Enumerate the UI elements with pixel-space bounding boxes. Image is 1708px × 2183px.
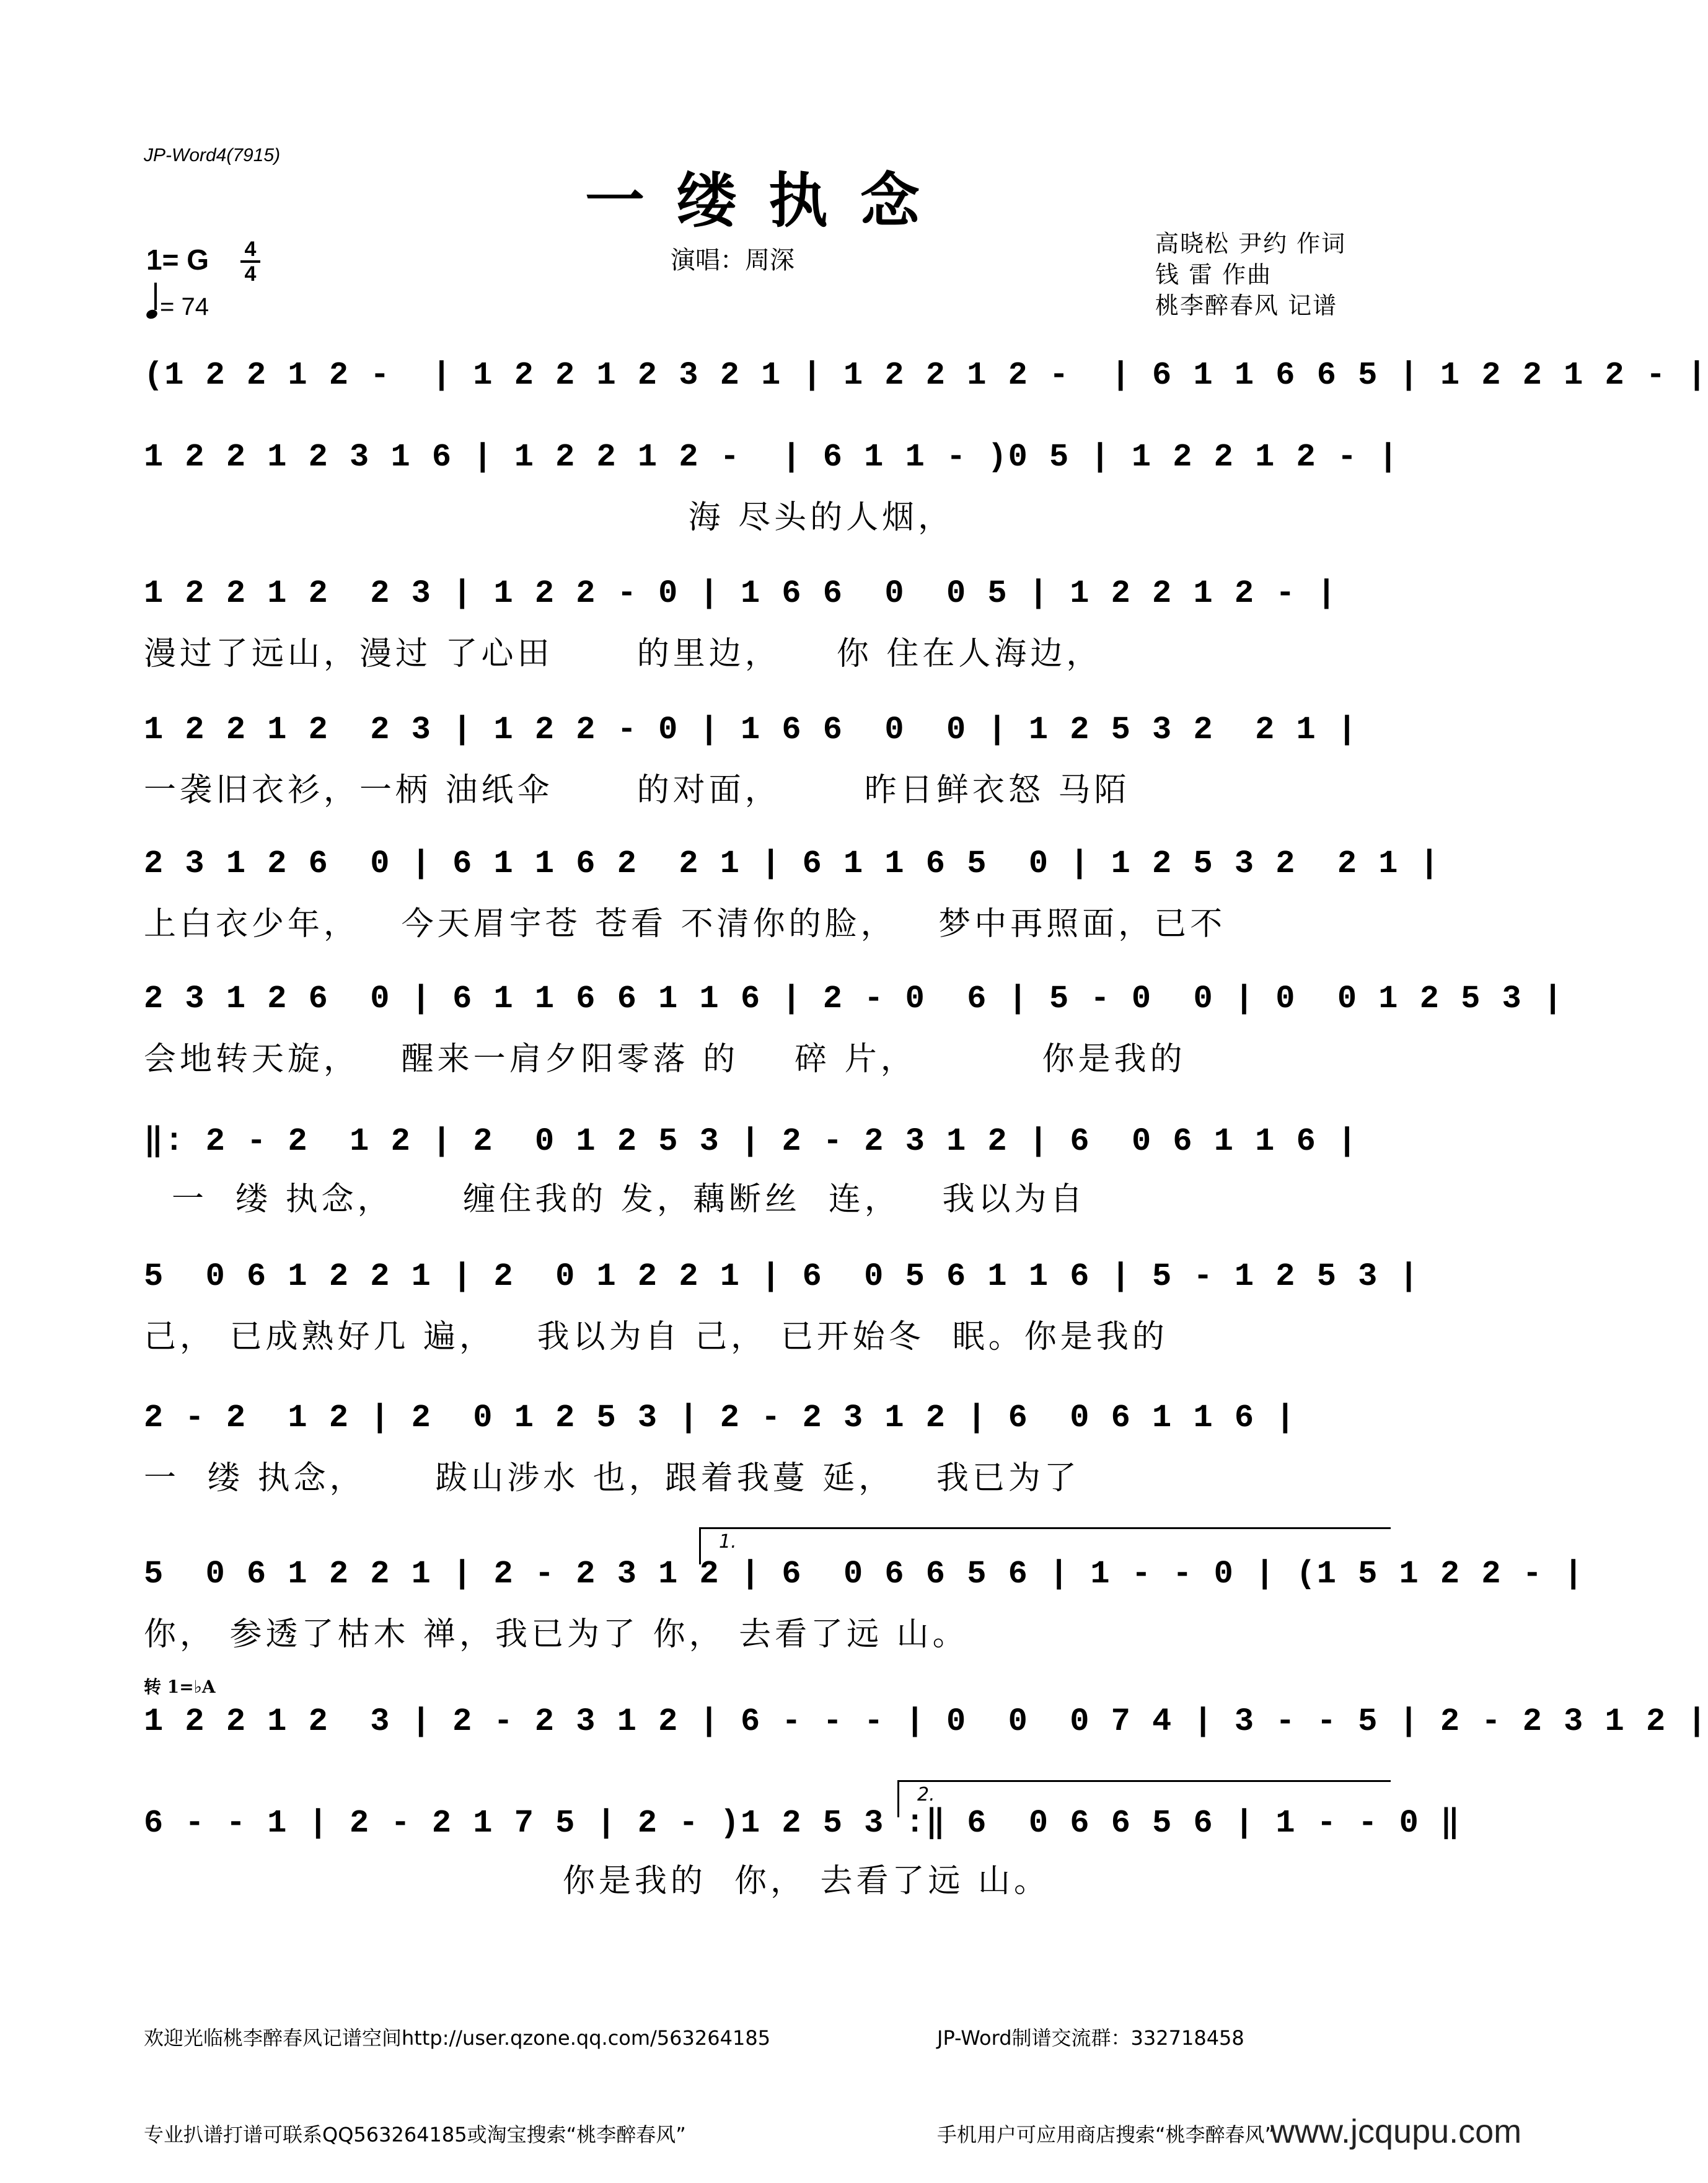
time-signature-bottom: 4 bbox=[244, 262, 257, 286]
footer-contact-line: 专业扒谱打谱可联系QQ563264185或淘宝搜索“桃李醉春风” bbox=[144, 2123, 686, 2146]
song-title: 一缕执念 bbox=[585, 165, 952, 236]
notes-line: 5 0 6 1 2 2 1 | 2 0 1 2 2 1 | 6 0 5 6 1 1 6 | 5 - 1 2 5 3 | bbox=[144, 1258, 1420, 1295]
notes-line: 1 2 2 1 2 2 3 | 1 2 2 - 0 | 1 6 6 0 0 5 | 1 2 2 1 2 - | bbox=[144, 575, 1337, 612]
notes-line: 5 0 6 1 2 2 1 | 2 - 2 3 1 2 | 6 0 6 6 5 6 | 1 - - 0 | (1 5 1 2 2 - | bbox=[144, 1556, 1585, 1592]
tempo-value: = 74 bbox=[160, 293, 209, 320]
notes-line: 1 2 2 1 2 3 1 6 | 1 2 2 1 2 - | 6 1 1 - )0 5 | 1 2 2 1 2 - | bbox=[144, 439, 1399, 475]
time-signature-top: 4 bbox=[244, 237, 257, 261]
footer-website-line: 欢迎光临桃李醉春风记谱空间http://user.qzone.qq.com/563264185 bbox=[144, 2026, 771, 2050]
notes-line: 2 3 1 2 6 0 | 6 1 1 6 6 1 1 6 | 2 - 0 6 | 5 - 0 0 | 0 0 1 2 5 3 | bbox=[144, 981, 1564, 1017]
notes-line: (1 2 2 1 2 - | 1 2 2 1 2 3 2 1 | 1 2 2 1 2 - | 6 1 1 6 6 5 | 1 2 2 1 2 - | bbox=[144, 357, 1708, 394]
key-signature: 1= G bbox=[146, 244, 209, 276]
lyrics-line: 会地转天旋， 醒来一肩夕阳零落 的 碎 片， 你是我的 bbox=[144, 1041, 1186, 1078]
quarter-note-icon bbox=[145, 308, 159, 320]
footer-right bbox=[937, 1957, 1275, 2183]
lyrics-line: 一 缕 执念， 缠住我的 发，藕断丝 连， 我以为自 bbox=[144, 1181, 1086, 1218]
volta-1-bracket bbox=[699, 1527, 1391, 1529]
notes-line: 2 3 1 2 6 0 | 6 1 1 6 2 2 1 | 6 1 1 6 5 0 | 1 2 5 3 2 2 1 | bbox=[144, 845, 1440, 882]
time-signature bbox=[238, 238, 263, 285]
lyrics-line: 上白衣少年， 今天眉宇苍 苍看 不清你的脸， 梦中再照面，已不 bbox=[144, 906, 1226, 943]
volta-1-label: 1. bbox=[719, 1531, 737, 1553]
volta-2-bracket bbox=[897, 1780, 1391, 1782]
volta-2-label: 2. bbox=[917, 1784, 935, 1806]
site-watermark: www.jcqupu.com bbox=[1270, 2113, 1522, 2150]
lyrics-line: 己， 已成熟好几 遍， 我以为自 己， 已开始冬 眠。你是我的 bbox=[144, 1318, 1168, 1356]
footer-left bbox=[144, 1957, 770, 2183]
software-label: JP-Word4(7915) bbox=[144, 145, 281, 165]
lyrics-line: 一袭旧衣衫，一柄 油纸伞 的对面， 昨日鲜衣怒 马陌 bbox=[144, 772, 1130, 809]
notes-line: ‖: 2 - 2 1 2 | 2 0 1 2 5 3 | 2 - 2 3 1 2 | 6 0 6 1 1 6 | bbox=[144, 1123, 1358, 1160]
singer-label: 演唱：周深 bbox=[671, 246, 795, 275]
transcriber-credit: 桃李醉春风 记谱 bbox=[1155, 292, 1338, 319]
lyrics-line: 你是我的 你， 去看了远 山。 bbox=[144, 1863, 1050, 1900]
lyrics-line: 漫过了远山，漫过 了心田 的里边， 你 住在人海边， bbox=[144, 635, 1103, 673]
footer-app-line: 手机用户可应用商店搜索“桃李醉春风” bbox=[937, 2123, 1275, 2146]
composer-credit: 钱 雷 作曲 bbox=[1155, 261, 1272, 288]
footer-group-line: JP-Word制谱交流群：332718458 bbox=[937, 2026, 1244, 2050]
credits-block bbox=[1155, 228, 1346, 321]
notes-line: 1 2 2 1 2 3 | 2 - 2 3 1 2 | 6 - - - | 0 0 0 7 4 | 3 - - 5 | 2 - 2 3 1 2 | bbox=[144, 1703, 1708, 1740]
lyrics-line: 海 尽头的人烟， bbox=[144, 499, 954, 536]
modulation-label: 转 1=♭A bbox=[144, 1677, 216, 1697]
quarter-note-stem bbox=[154, 283, 157, 310]
notes-line: 6 - - 1 | 2 - 2 1 7 5 | 2 - )1 2 5 3 :‖ 6 0 6 6 5 6 | 1 - - 0 ‖ bbox=[144, 1805, 1461, 1841]
notes-line: 2 - 2 1 2 | 2 0 1 2 5 3 | 2 - 2 3 1 2 | 6 0 6 1 1 6 | bbox=[144, 1400, 1296, 1436]
lyrics-line: 你， 参透了枯木 禅，我已为了 你， 去看了远 山。 bbox=[144, 1616, 969, 1653]
lyrics-line: 一 缕 执念， 跋山涉水 也，跟着我蔓 延， 我已为了 bbox=[144, 1460, 1080, 1497]
lyricist-credit: 高晓松 尹约 作词 bbox=[1155, 230, 1347, 257]
notes-line: 1 2 2 1 2 2 3 | 1 2 2 - 0 | 1 6 6 0 0 | 1 2 5 3 2 2 1 | bbox=[144, 712, 1358, 748]
tempo-marking bbox=[146, 288, 209, 321]
